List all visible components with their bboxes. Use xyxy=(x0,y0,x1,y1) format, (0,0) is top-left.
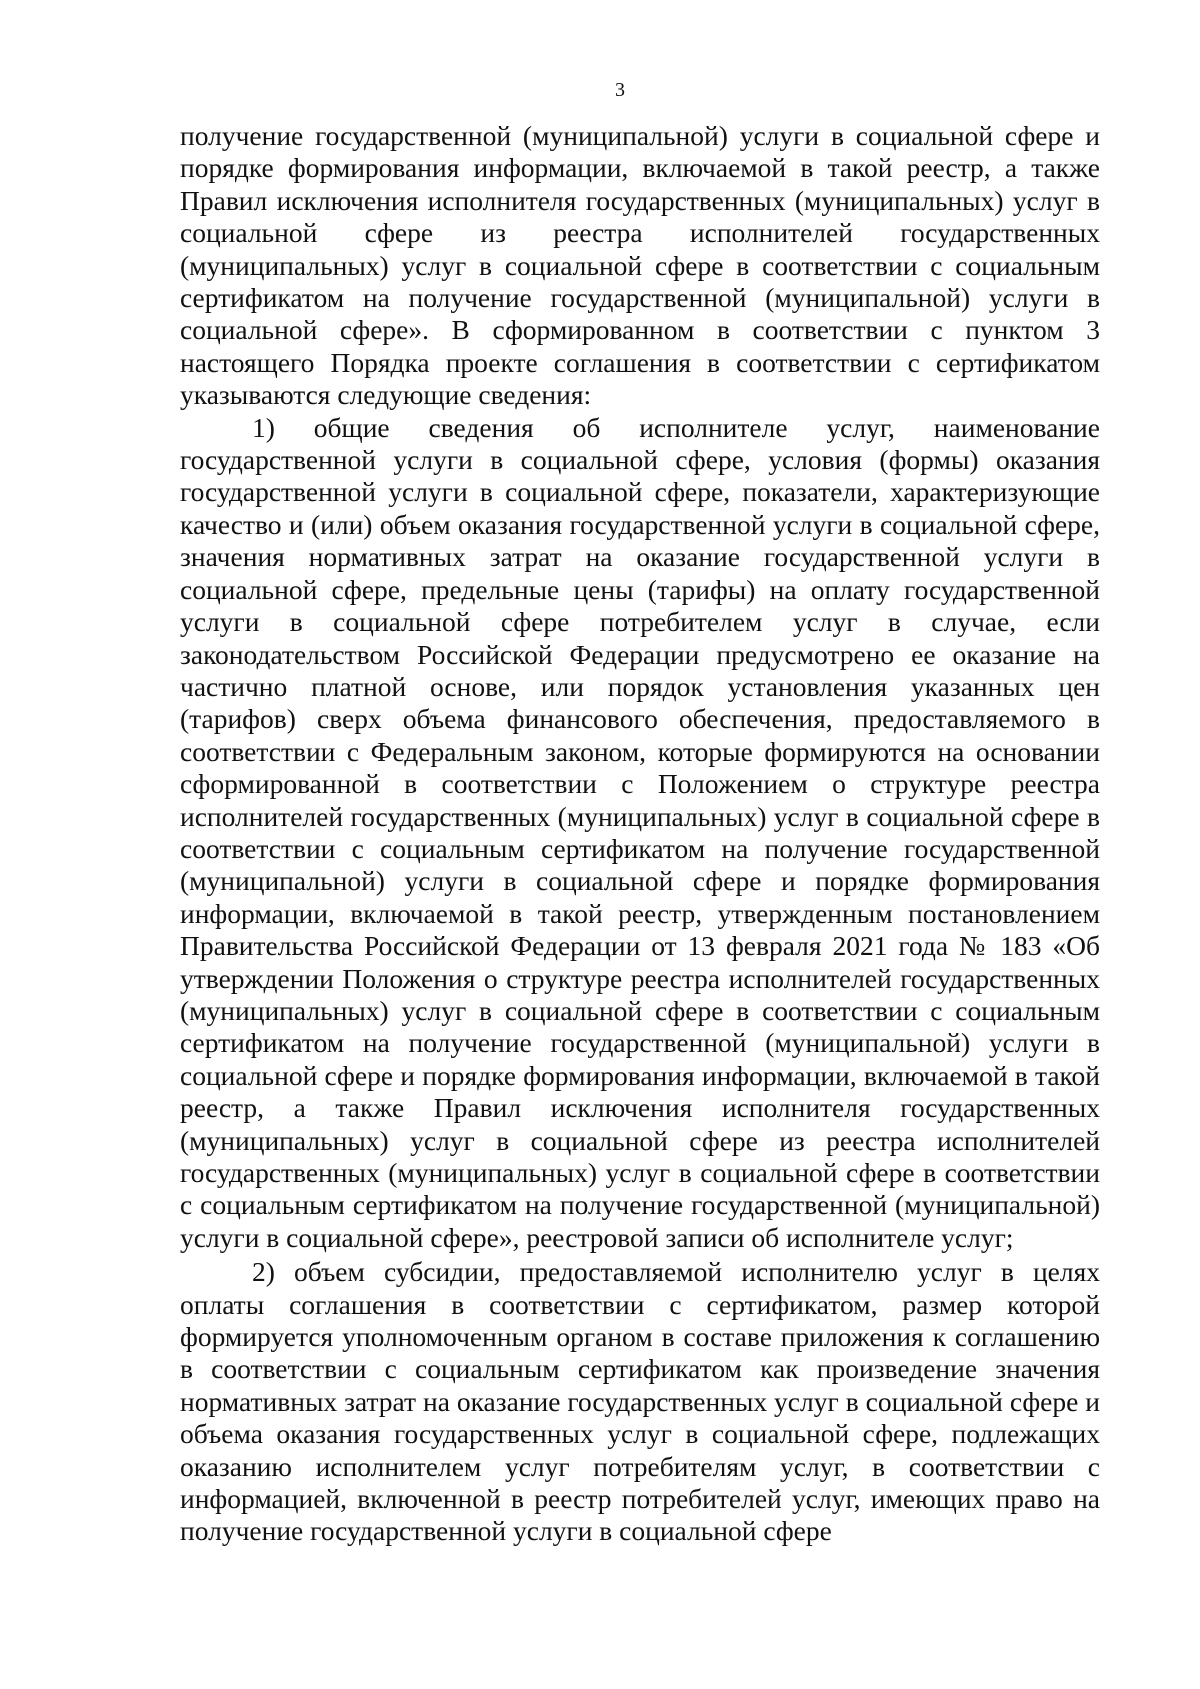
paragraph-continuation: получение государственной (муниципальной) услуги в социальной сфере и порядке формирования информации, включаемой в такой реестр, а также Правил исключения исполнителя государственных (муниципальных) услуг в социальной сфере из реестра исполнителей государственных (муниципальных) услуг в социальной сфере в соответствии с социальным сертификатом на получение государственной (муниципальной) услуги в социальной сфере». В сформированном в соответствии с пунктом 3 настоящего Порядка проекте соглашения в соответствии с сертификатом указываются следующие сведения: xyxy=(180,120,1100,411)
paragraph-item-1: 1) общие сведения об исполнителе услуг, наименование государственной услуги в социальной сфере, условия (формы) оказания государственной услуги в социальной сфере, показатели, характеризующие качество и (или) объем оказания государственной услуги в социальной сфере, значения нормативных затрат на оказание государственной услуги в социальной сфере, предельные цены (тарифы) на оплату государственной услуги в социальной сфере потребителем услуг в случае, если законодательством Российской Федерации предусмотрено ее оказание на частично платной основе, или порядок установления указанных цен (тарифов) сверх объема финансового обеспечения, предоставляемого в соответствии с Федеральным законом, которые формируются на основании сформированной в соответствии с Положением о структуре реестра исполнителей государственных (муниципальных) услуг в социальной сфере в соответствии с социальным сертификатом на получение государственной (муниципальной) услуги в социальной сфере и порядке формирования информации, включаемой в такой реестр, утвержденным постановлением Правительства Российской Федерации от 13 февраля 2021 года № 183 «Об утверждении Положения о структуре реестра исполнителей государственных (муниципальных) услуг в социальной сфере в соответствии с социальным сертификатом на получение государственной (муниципальной) услуги в социальной сфере и порядке формирования информации, включаемой в такой реестр, а также Правил исключения исполнителя государственных (муниципальных) услуг в социальной сфере из реестра исполнителей государственных (муниципальных) услуг в социальной сфере в соответствии с социальным сертификатом на получение государственной (муниципальной) услуги в социальной сфере», реестровой записи об исполнителе услуг; xyxy=(180,411,1100,1253)
page-number: 3 xyxy=(615,79,625,101)
paragraph-item-2: 2) объем субсидии, предоставляемой исполнителю услуг в целях оплаты соглашения в соответствии с сертификатом, размер которой формируется уполномоченным органом в составе приложения к соглашению в соответствии с социальным сертификатом как произведение значения нормативных затрат на оказание государственных услуг в социальной сфере и объема оказания государственных услуг в социальной сфере, подлежащих оказанию исполнителем услуг потребителям услуг, в соответствии с информацией, включенной в реестр потребителей услуг, имеющих право на получение государственной услуги в социальной сфере xyxy=(180,1256,1100,1547)
document-body xyxy=(180,120,1100,1548)
